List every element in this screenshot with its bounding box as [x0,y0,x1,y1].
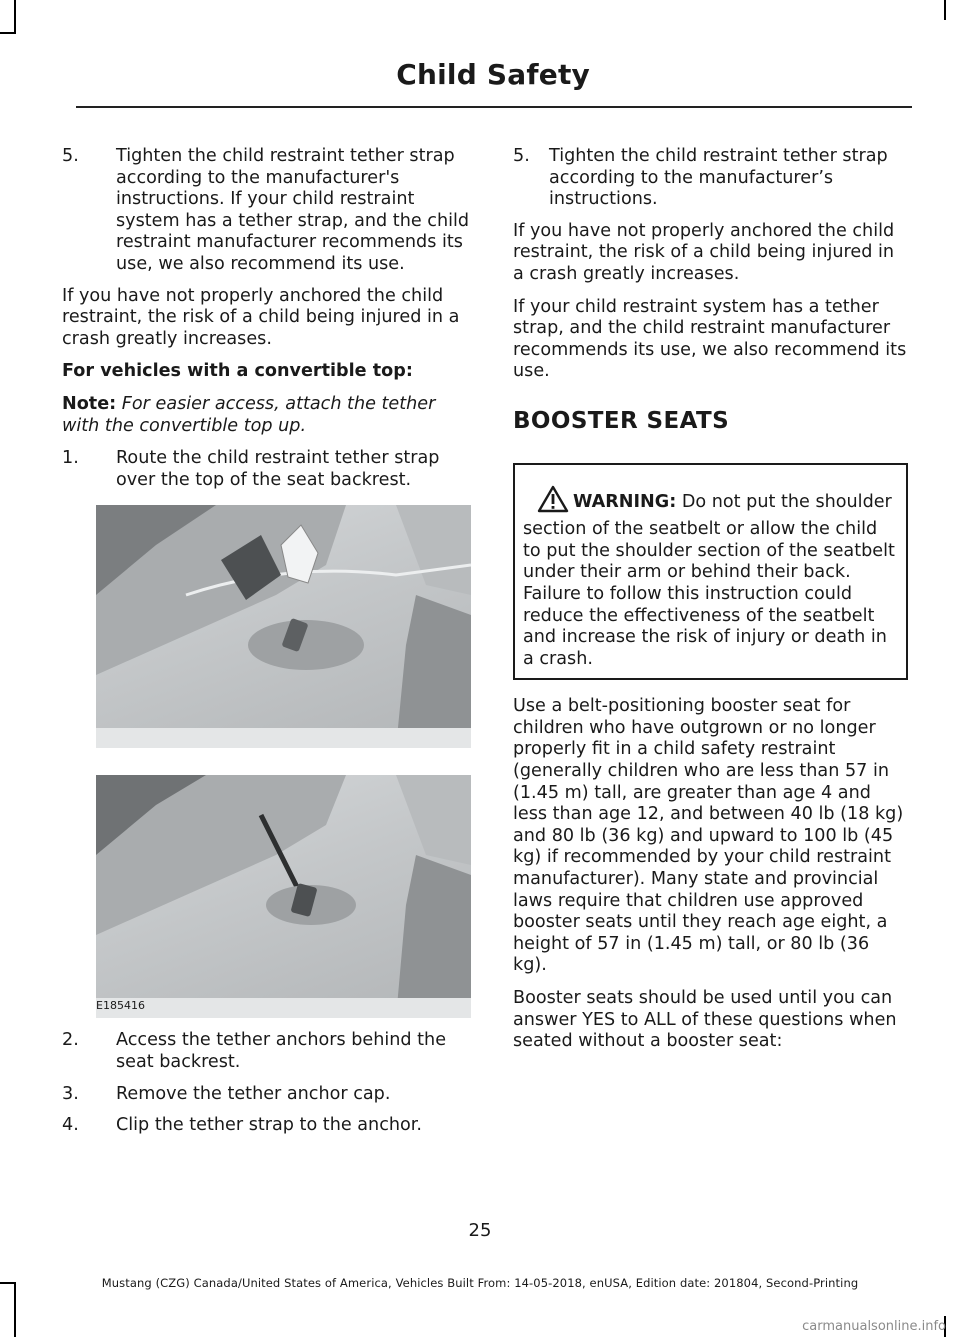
note-label: Note: [62,393,117,414]
step-number: 3. [62,1083,79,1104]
crop-mark [14,0,16,34]
booster-questions-paragraph: Booster seats should be used until you can answer YES to ALL of these questions when seated without a booster seat: [513,988,897,1052]
warning-box [513,463,908,681]
step-5-left [62,146,472,276]
step-5-right [513,146,908,211]
warning-triangle-icon [537,485,569,520]
step-2 [62,1030,472,1073]
convertible-heading: For vehicles with a convertible top: [62,361,413,382]
crop-mark [0,32,16,34]
step-text: Tighten the child restraint tether strap according to the manufacturer's instructions. If your child restraint system has a tether strap, and the child restraint manufacturer recommends its use, we also recommend its use. [116,146,470,274]
step-1 [62,448,472,491]
figure-panel-top [96,505,471,748]
step-number: 4. [62,1115,79,1136]
tether-anchor-figure [96,505,474,1018]
left-column [62,146,472,1147]
right-column [513,146,908,1064]
step-number: 2. [62,1030,79,1051]
figure-code: E185416 [96,998,145,1012]
anchoring-paragraph: If you have not properly anchored the child restraint, the risk of a child being injured in a crash greatly increases. [513,220,895,284]
footer-text: Mustang (CZG) Canada/United States of America, Vehicles Built From: 14-05-2018, enUSA, Edition date: 201804, Second-Printing [101,1276,859,1290]
step-text: Route the child restraint tether strap over the top of the seat backrest. [116,448,440,490]
header-divider [76,106,912,108]
step-number: 5. [62,146,79,166]
warning-text: Do not put the shoulder section of the seatbelt or allow the child to put the shoulder section of the seatbelt under their arm or behind their back. Failure to follow this instruction could reduce the effectiveness of the seatbelt and increase the risk of injury or death in a crash. [523,491,895,669]
anchoring-paragraph: If you have not properly anchored the child restraint, the risk of a child being injured in a crash greatly increases. [62,285,460,349]
crop-mark [14,1282,16,1337]
warning-label: WARNING: [573,491,677,512]
step-number: 1. [62,448,79,469]
seat-backrest-illustration [96,505,471,748]
step-text: Tighten the child restraint tether strap according to the manufacturer’s instructions. [549,146,888,210]
note [62,394,472,437]
step-text: Remove the tether anchor cap. [116,1083,391,1104]
note-text: For easier access, attach the tether with the convertible top up. [62,393,436,436]
step-3 [62,1084,472,1106]
page-title: Child Safety [396,58,590,91]
tether-clip-illustration [96,775,471,1018]
watermark: carmanualsonline.info [802,1319,946,1334]
step-4 [62,1115,472,1137]
step-number: 5. [513,146,530,166]
step-text: Clip the tether strap to the anchor. [116,1115,423,1136]
page-number: 25 [468,1220,492,1241]
crop-mark [944,0,946,20]
booster-usage-paragraph: Use a belt-positioning booster seat for children who have outgrown or no longer properly fit in a child safety restraint (generally children who are less than 57 in (1.45 m) tall, are greater than age 4 and less than age 12, and between 40 lb (18 kg) and 80 lb (36 kg) and upward to 100 lb (45 kg) if recommended by your child restraint manufacturer). Many state and provincial laws require that children use approved booster seats until they reach age eight, a height of 57 in (1.45 m) tall, or 80 lb (36 kg). [513,696,904,976]
step-text: Access the tether anchors behind the seat backrest. [116,1030,447,1072]
figure-panel-bottom [96,775,471,1018]
tether-recommendation-paragraph: If your child restraint system has a tether strap, and the child restraint manufacturer recommends its use, we also recommend its use. [513,296,907,382]
section-heading: BOOSTER SEATS [513,407,730,434]
